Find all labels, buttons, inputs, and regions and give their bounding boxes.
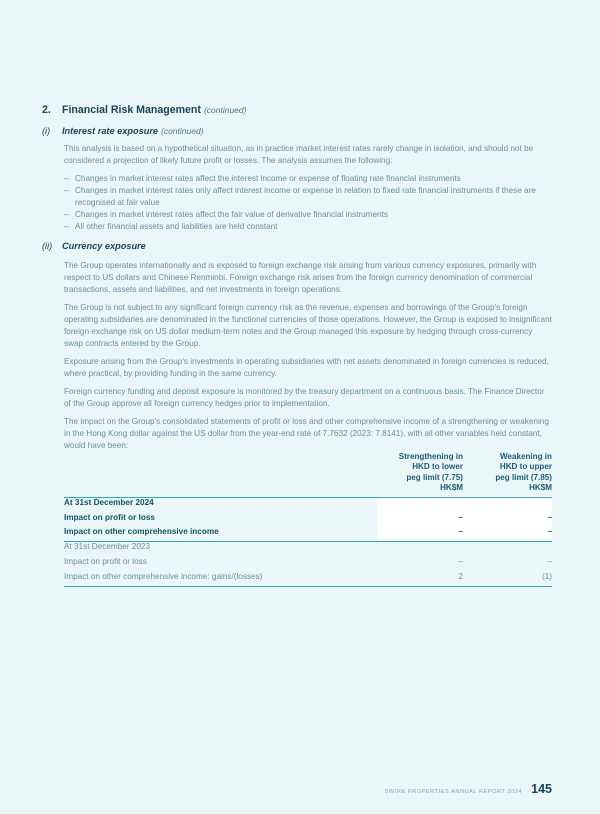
list-item (64, 221, 552, 233)
dash-bullet-icon: – (64, 174, 69, 183)
list-item-label: Changes in market interest rates only affect interest income or expense in relation to fixed rate financial instruments if these are recognised at fair value (75, 186, 536, 208)
row-value-weakening: – (547, 526, 552, 536)
table-row (64, 527, 552, 541)
table-row (64, 513, 552, 527)
row-value-strengthening: – (458, 557, 463, 567)
page-footer (385, 782, 552, 796)
row-label: Impact on other comprehensive income (64, 526, 219, 536)
table-row (64, 572, 552, 586)
table-header-row (64, 452, 552, 497)
list-item-label: Changes in market interest rates affect the interest income or expense of floating rate financial instruments (75, 174, 461, 183)
row-label: Impact on profit or loss (64, 557, 147, 567)
table-body-2023 (64, 542, 552, 587)
page-number: 145 (531, 782, 552, 796)
column-header-line: HKD to lower (412, 462, 463, 472)
column-header-line: HKD to upper (499, 462, 552, 472)
column-header-unit: HK$M (440, 483, 463, 493)
row-value-strengthening: – (458, 512, 463, 522)
table-row (64, 542, 552, 557)
section-heading (42, 104, 552, 116)
currency-exposure-paragraph-1: The Group operates internationally and is exposed to foreign exchange risk arising from various currency exposures, primarily with respect to US dollars and Chinese Renminbi. Foreign exchange risk arises from the foreign currency denomination of commercial transactions, assets and liabilities, and net investments in foreign operations. (64, 261, 537, 295)
column-header-strengthening (377, 452, 463, 494)
currency-exposure-paragraph-4: Foreign currency funding and deposit exposure is monitored by the treasury department on a continuous basis. The Finance Director of the Group approve all foreign currency hedges prior to implementation. (64, 387, 545, 409)
table-body-2024 (64, 497, 552, 543)
list-item (64, 185, 552, 209)
subsection-heading-currency-exposure (42, 241, 552, 251)
subsection-continued-marker-i: (continued) (161, 126, 204, 136)
currency-sensitivity-table (64, 452, 552, 587)
subsection-number-i: (i) (42, 126, 51, 136)
currency-exposure-paragraph-2: The Group is not subject to any significant foreign currency risk as the revenue, expenses and borrowings of the Group's foreign operating subsidiaries are denominated in the functional currencies of those operations. However, the Group is exposed to insignificant foreign exchange risk on US dollar medium-term notes and the Group managed this exposure by hedging through cross-currency swap contracts entered by the Group. (64, 303, 552, 349)
table-row (64, 557, 552, 571)
column-header-line: peg limit (7.75) (406, 472, 463, 482)
row-label: Impact on profit or loss (64, 512, 155, 522)
list-item-label: All other financial assets and liabilities are held constant (75, 222, 278, 232)
row-label: Impact on other comprehensive income: gains/(losses) (64, 571, 263, 581)
list-item-label: Changes in market interest rates affect the fair value of derivative financial instruments (75, 210, 388, 220)
column-header-line: peg limit (7.85) (495, 472, 552, 482)
subsection-heading-interest-rate-exposure (42, 126, 552, 136)
row-label: At 31st December 2024 (64, 497, 154, 507)
section-number: 2. (42, 104, 51, 116)
subsection-title-i: Interest rate exposure (62, 126, 158, 136)
subsection-title-ii: Currency exposure (62, 241, 146, 251)
interest-rate-intro-paragraph: This analysis is based on a hypothetical situation, as in practice market interest rates rarely change in isolation, and should not be considered a projection of likely future profit or losses. The analysis assumes the following: (64, 144, 534, 166)
row-label: At 31st December 2023 (64, 542, 151, 552)
table-row (64, 498, 552, 513)
row-value-strengthening: 2 (458, 571, 463, 581)
section-continued-marker: (continued) (203, 105, 247, 115)
column-header-unit: HK$M (529, 483, 552, 493)
column-header-line: Weakening in (499, 452, 552, 461)
dash-bullet-icon: – (64, 186, 69, 196)
row-value-strengthening: – (458, 526, 463, 536)
subsection-number-ii: (ii) (42, 241, 53, 251)
row-value-weakening: – (547, 557, 552, 567)
currency-exposure-paragraph-5: The impact on the Group's consolidated statements of profit or loss and other comprehensive income of a strengthening or weakening in the Hong Kong dollar against the US dollar from the year-end rate of 7.7632 (2023: 7.8141), with all other variables held constant, would have been: (64, 417, 549, 451)
list-item (64, 209, 552, 221)
row-value-weakening: – (547, 512, 552, 522)
currency-exposure-paragraph-3: Exposure arising from the Group's investments in operating subsidiaries with net assets denominated in foreign currencies is reduced, where practical, by providing funding in the same currency. (64, 357, 549, 379)
row-value-weakening: (1) (541, 571, 552, 581)
column-header-line: Strengthening in (398, 452, 463, 461)
list-item (64, 173, 552, 185)
column-header-weakening (466, 452, 552, 494)
dash-bullet-icon: – (64, 222, 69, 232)
footer-report-title: SWIRE PROPERTIES ANNUAL REPORT 2024 (384, 789, 523, 795)
section-title: Financial Risk Management (62, 104, 201, 116)
interest-rate-assumptions-list (64, 173, 552, 233)
dash-bullet-icon: – (64, 210, 69, 220)
